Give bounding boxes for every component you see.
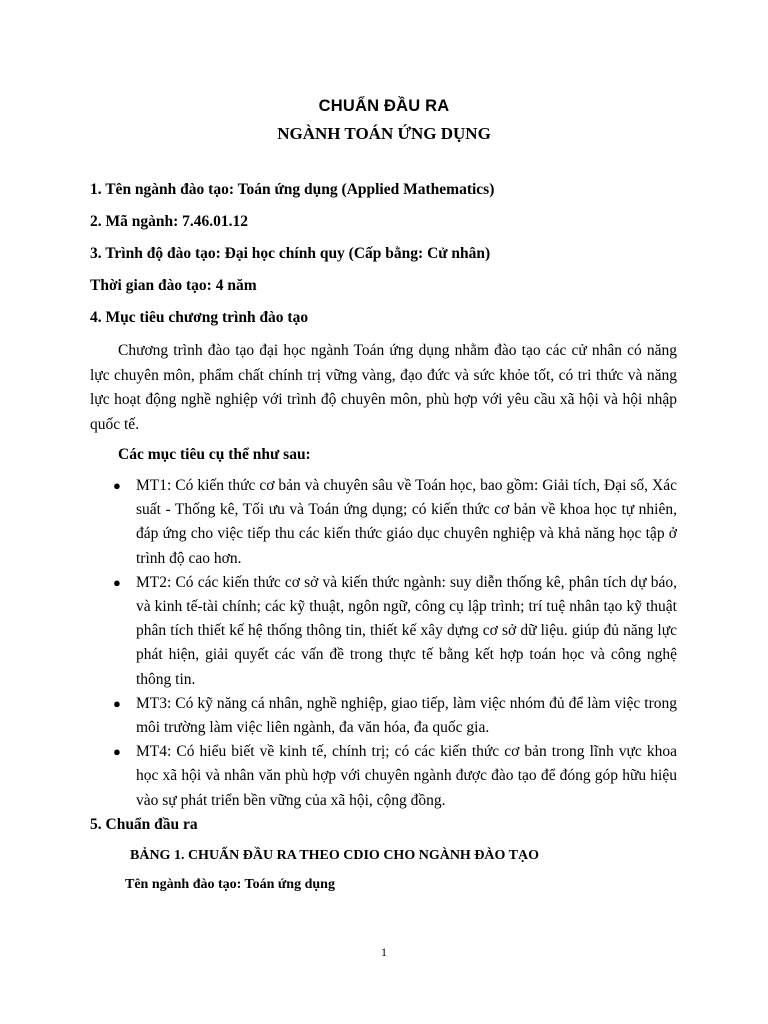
table-major-label: Tên ngành đào tạo: Toán ứng dụng (125, 877, 335, 892)
major-code-line: 2. Mã ngành: 7.46.01.12 (90, 213, 249, 230)
bullet-icon: ● (113, 478, 121, 493)
specific-objectives-heading: Các mục tiêu cụ thể như sau: (118, 446, 311, 463)
bullet-icon: ● (113, 574, 121, 590)
training-level-line: 3. Trình độ đào tạo: Đại học chính quy (Cấp bằng: Cử nhân) (90, 245, 491, 262)
page-number: 1 (381, 945, 387, 959)
outcomes-heading: 5. Chuẩn đầu ra (90, 816, 198, 833)
objectives-list (106, 474, 677, 813)
major-name-line: 1. Tên ngành đào tạo: Toán ứng dụng (Applied Mathematics) (90, 181, 495, 198)
objective-item-mt2 (106, 571, 677, 692)
objective-item-mt1 (106, 474, 677, 571)
objective-item-mt4 (106, 740, 677, 813)
objective-text: MT2: Có các kiến thức cơ sở và kiến thức ngành: suy diễn thống kê, phân tích dự báo, và kinh tế-tài chính; các kỹ thuật, ngôn ngữ, công cụ lập trình; trí tuệ nhân tạo kỹ thuật phân tích thiết kế hệ thống thông tin, thiết kế xây dựng cơ sở dữ liệu. giúp đủ năng lực phát hiện, giải quyết các vấn đề trong thực tế bằng kết hợp toán học và công nghệ thông tin. (136, 573, 677, 688)
bullet-icon: ● (113, 744, 121, 760)
table-title: BẢNG 1. CHUẨN ĐẦU RA THEO CDIO CHO NGÀNH ĐÀO TẠO (130, 848, 540, 863)
document-subtitle: NGÀNH TOÁN ỨNG DỤNG (277, 124, 491, 143)
training-duration-line: Thời gian đào tạo: 4 năm (90, 277, 257, 294)
document-title: CHUẨN ĐẦU RA (318, 97, 450, 115)
objectives-intro-paragraph: Chương trình đào tạo đại học ngành Toán ứng dụng nhằm đào tạo các cử nhân có năng lực chuyên môn, phẩm chất chính trị vững vàng, đạo đức và sức khỏe tốt, có tri thức và năng lực hoạt động nghề nghiệp với trình độ chuyên môn, phù hợp với yêu cầu xã hội và hội nhập quốc tế. (90, 342, 677, 433)
objectives-heading: 4. Mục tiêu chương trình đào tạo (90, 309, 309, 326)
objective-text: MT4: Có hiểu biết về kinh tế, chính trị; có các kiến thức cơ bản trong lĩnh vực khoa học xã hội và nhân văn phù hợp với chuyên ngành được đào tạo để đóng góp hữu hiệu vào sự phát triển bền vững của xã hội, cộng đồng. (136, 743, 677, 809)
objective-text: MT1: Có kiến thức cơ bản và chuyên sâu về Toán học, bao gồm: Giải tích, Đại số, Xác suất - Thống kê, Tối ưu và Toán ứng dụng; có kiến thức cơ bản về khoa học tự nhiên, đáp ứng cho việc tiếp thu các kiến thức giáo dục chuyên nghiệp và khả năng học tập ở trình độ cao hơn. (136, 477, 677, 567)
objective-text: MT3: Có kỹ năng cá nhân, nghề nghiệp, giao tiếp, làm việc nhóm đủ để làm việc trong môi trường làm việc liên ngành, đa văn hóa, đa quốc gia. (136, 694, 677, 737)
bullet-icon: ● (113, 695, 121, 711)
objective-item-mt3 (106, 692, 677, 740)
